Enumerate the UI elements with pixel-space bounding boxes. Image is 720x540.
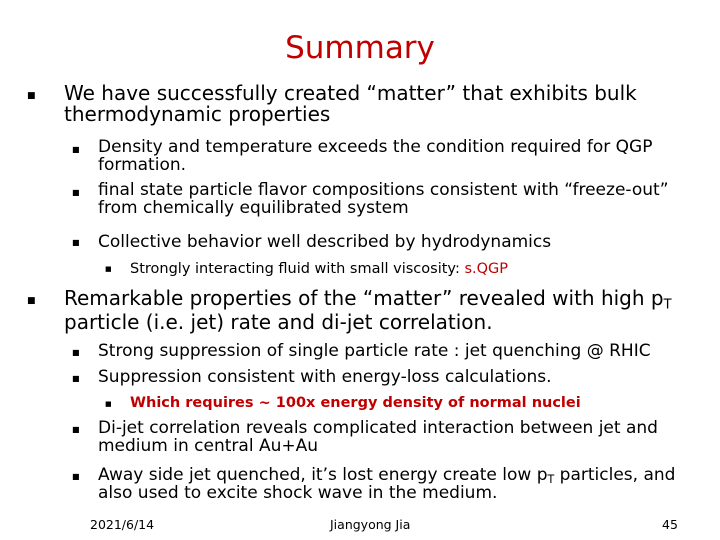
bullet-icon: ■ bbox=[72, 425, 80, 434]
bullet-icon: ■ bbox=[72, 145, 80, 154]
slide-title: Summary bbox=[285, 30, 435, 66]
bullet-text-2-post: particle (i.e. jet) rate and di-jet correlation. bbox=[64, 309, 493, 334]
highlight-sqgp: s.QGP bbox=[464, 261, 509, 277]
bullet-text-1c: Collective behavior well described by hydrodynamics bbox=[98, 232, 552, 252]
bullet-text-2-pre: Remarkable properties of the “matter” revealed with high p bbox=[64, 286, 664, 310]
bullet-icon: ■ bbox=[72, 348, 80, 357]
bullet-text-1: We have successfully created “matter” that exhibits bulk thermodynamic properties bbox=[64, 81, 637, 126]
bullet-icon: ■ bbox=[105, 400, 112, 408]
bullet-icon: ■ bbox=[27, 91, 36, 101]
bullet-text-2d-pre: Away side jet quenched, it’s lost energy create low p bbox=[98, 465, 548, 485]
bullet-icon: ■ bbox=[27, 296, 36, 306]
bullet-text-2d-post: particles, and also used to excite shock wave in the medium. bbox=[98, 465, 676, 504]
bullet-text-2b-i: Which requires ~ 100x energy density of normal nuclei bbox=[130, 395, 581, 411]
bullet-text-1a: Density and temperature exceeds the condition required for QGP formation. bbox=[98, 137, 653, 175]
bullet-text-2d bbox=[98, 467, 708, 503]
bullet-icon: ■ bbox=[105, 265, 112, 273]
bullet-text-2 bbox=[64, 288, 704, 333]
footer-author: Jiangyong Jia bbox=[330, 517, 411, 532]
subscript-t: T bbox=[663, 297, 672, 313]
footer-date: 2021/6/14 bbox=[90, 517, 155, 532]
bullet-text-1c-i bbox=[130, 262, 710, 277]
bullet-text-2b: Suppression consistent with energy-loss calculations. bbox=[98, 367, 552, 387]
bullet-text-1b: final state particle flavor compositions consistent with “freeze-out” from chemically equilibrated system bbox=[98, 180, 669, 218]
bullet-icon: ■ bbox=[72, 374, 80, 383]
bullet-icon: ■ bbox=[72, 188, 80, 197]
bullet-text-1c-i-main: Strongly interacting fluid with small viscosity: bbox=[130, 261, 465, 277]
subscript-t: T bbox=[547, 472, 555, 486]
bullet-icon: ■ bbox=[72, 472, 80, 481]
bullet-text-2c: Di-jet correlation reveals complicated interaction between jet and medium in central Au+Au bbox=[98, 418, 658, 456]
bullet-icon: ■ bbox=[72, 238, 80, 247]
bullet-text-2a: Strong suppression of single particle rate : jet quenching @ RHIC bbox=[98, 341, 651, 361]
footer-page-number: 45 bbox=[662, 517, 678, 532]
